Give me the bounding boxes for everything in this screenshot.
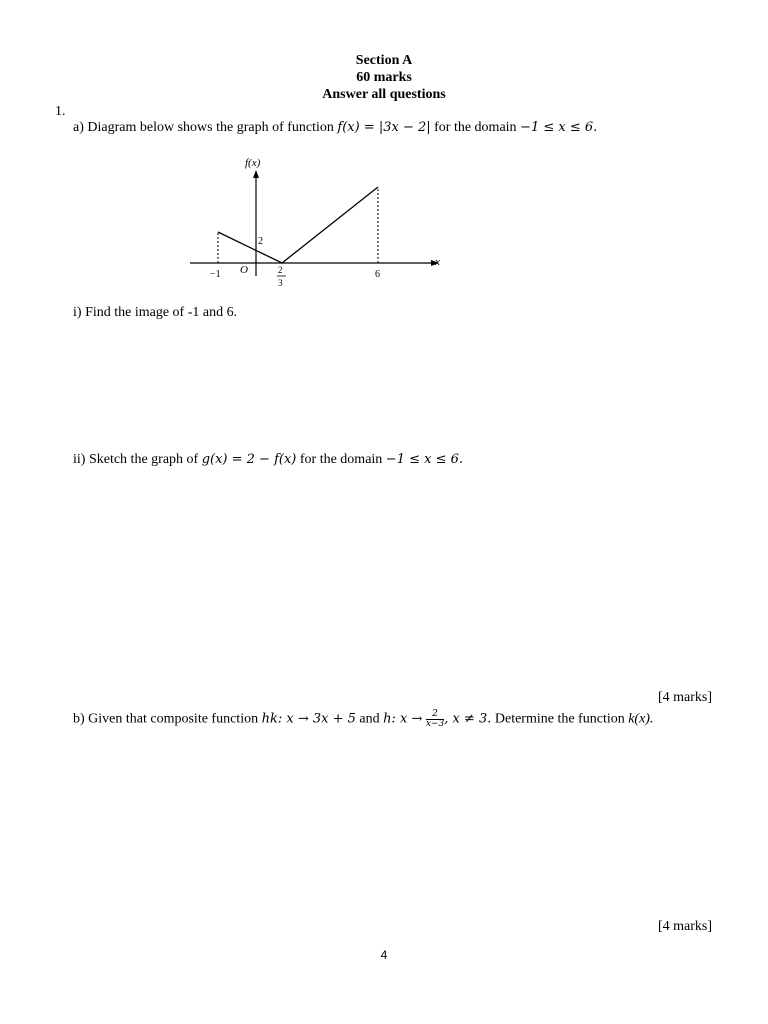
domain-ii: −1 ≤ x ≤ 6. bbox=[385, 452, 464, 467]
y-intercept-label: 2 bbox=[258, 236, 263, 247]
origin-label: O bbox=[240, 264, 248, 276]
fraction: $\frac{2}{x-3}$ bbox=[425, 709, 445, 729]
tick-label-two-thirds-num: 2 bbox=[278, 265, 283, 275]
page-number: 4 bbox=[380, 948, 388, 962]
function-f: f(x) = |3x − 2| bbox=[337, 120, 431, 135]
function-graph bbox=[185, 152, 445, 292]
instruction: Answer all questions bbox=[322, 87, 446, 102]
function-k: k(x). bbox=[628, 711, 654, 727]
y-axis-label: f(x) bbox=[245, 157, 261, 169]
y-axis-arrow bbox=[253, 170, 259, 178]
tick-label-6: 6 bbox=[375, 269, 380, 280]
section-title: Section A bbox=[355, 53, 413, 68]
function-g: g(x) = 2 − f(x) bbox=[201, 452, 297, 467]
total-marks: 60 marks bbox=[356, 70, 412, 85]
section-header bbox=[0, 52, 768, 103]
composite-hk: hk: x → 3x + 5 bbox=[261, 711, 356, 727]
function-h: h: x → bbox=[383, 711, 423, 727]
marks-part-b: [4 marks] bbox=[657, 919, 712, 934]
domain-a: −1 ≤ x ≤ 6. bbox=[520, 120, 598, 135]
part-a-text: a) Diagram below shows the graph of function f(x) = |3x − 2| for the domain −1 ≤ x ≤ 6. bbox=[73, 120, 598, 135]
x-axis-label: x bbox=[435, 256, 440, 268]
sub-question-i: i) Find the image of -1 and 6. bbox=[73, 305, 238, 320]
marks-part-a: [4 marks] bbox=[657, 690, 712, 705]
graph-line bbox=[218, 187, 378, 263]
question-number: 1. bbox=[55, 104, 66, 119]
sub-question-ii: ii) Sketch the graph of g(x) = 2 − f(x) for the domain −1 ≤ x ≤ 6. bbox=[73, 452, 464, 467]
tick-label-neg1: −1 bbox=[210, 269, 221, 280]
part-b-text: b) Given that composite function hk: x → 3x + 5 and h: x → $\frac{2}{x-3}$ , x ≠ 3. Determine the function k(x). bbox=[73, 709, 654, 729]
tick-label-two-thirds-den: 3 bbox=[278, 278, 283, 288]
